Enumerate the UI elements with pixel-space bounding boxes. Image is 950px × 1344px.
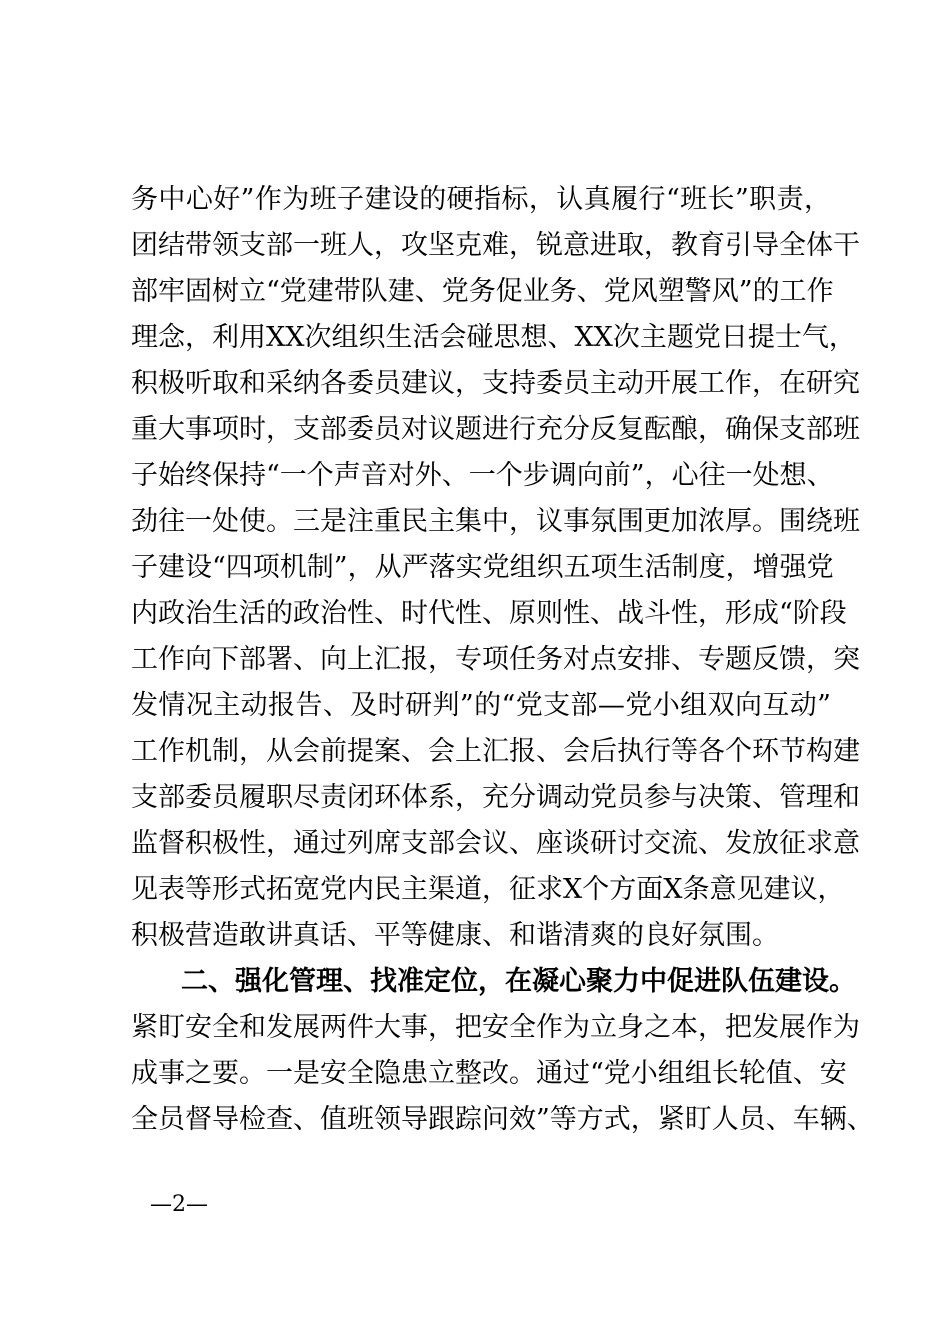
body-text-line: 内政治生活的政治性、时代性、原则性、战斗性，形成“阶段 xyxy=(131,598,847,629)
body-text-line: 部牢固树立“党建带队建、党务促业务、党风塑警风”的工作 xyxy=(131,276,834,307)
body-text-line: 团结带领支部一班人，攻坚克难，锐意进取，教育引导全体干 xyxy=(131,230,860,261)
body-text-line: 积极听取和采纳各委员建议，支持委员主动开展工作，在研究 xyxy=(131,368,860,399)
body-text-line: 子始终保持“一个声音对外、一个步调向前”，心往一处想、 xyxy=(131,460,834,491)
body-text-line: 子建设“四项机制”，从严落实党组织五项生活制度，增强党 xyxy=(131,552,834,583)
body-text-line: 工作机制，从会前提案、会上汇报、会后执行等各个环节构建 xyxy=(131,736,860,767)
body-text-line: 监督积极性，通过列席支部会议、座谈研讨交流、发放征求意 xyxy=(131,828,860,859)
body-text-line: 全员督导检查、值班领导跟踪问效”等方式，紧盯人员、车辆、 xyxy=(131,1104,874,1135)
body-text-line: 成事之要。一是安全隐患立整改。通过“党小组组长轮值、安 xyxy=(131,1058,847,1089)
body-text-line: 发情况主动报告、及时研判”的“党支部—党小组双向互动” xyxy=(131,690,831,721)
body-text-line: 紧盯安全和发展两件大事，把安全作为立身之本，把发展作为 xyxy=(131,1012,860,1043)
body-text-line: 支部委员履职尽责闭环体系，充分调动党员参与决策、管理和 xyxy=(131,782,860,813)
body-text-line: 劲往一处使。三是注重民主集中，议事氛围更加浓厚。围绕班 xyxy=(131,506,860,537)
body-text-line: 理念，利用XX次组织生活会碰思想、XX次主题党日提士气， xyxy=(131,322,856,353)
body-text-line: 积极营造敢讲真话、平等健康、和谐清爽的良好氛围。 xyxy=(131,920,779,951)
body-text-line: 见表等形式拓宽党内民主渠道，征求X个方面X条意见建议， xyxy=(131,874,845,905)
body-text-line: 务中心好”作为班子建设的硬指标，认真履行“班长”职责， xyxy=(131,184,831,215)
section-heading: 二、强化管理、找准定位，在凝心聚力中促进队伍建设。 xyxy=(181,966,856,997)
page-number: —2— xyxy=(150,1192,208,1217)
body-text-line: 重大事项时，支部委员对议题进行充分反复酝酿，确保支部班 xyxy=(131,414,860,445)
body-text-line: 工作向下部署、向上汇报，专项任务对点安排、专题反馈，突 xyxy=(131,644,860,675)
